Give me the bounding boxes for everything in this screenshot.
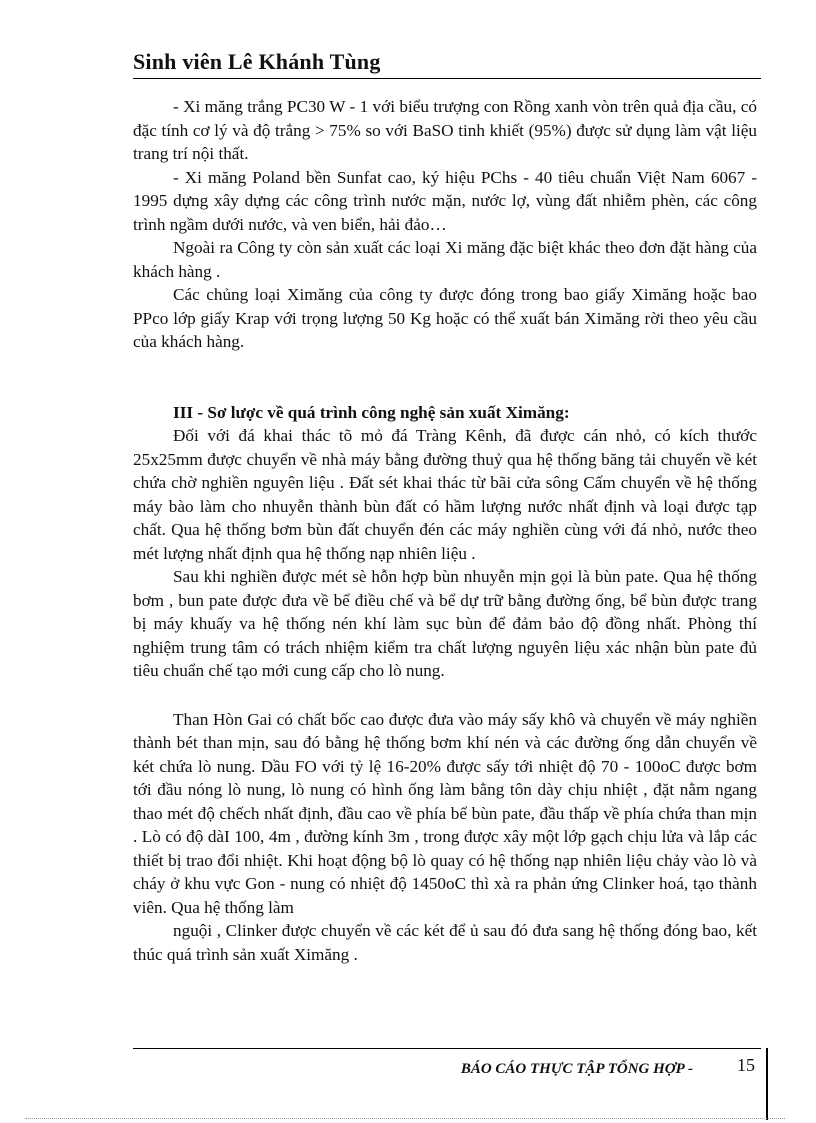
page-frame-right — [766, 1048, 768, 1120]
page-frame-bottom — [25, 1118, 785, 1119]
paragraph: Ngoài ra Công ty còn sản xuất các loại Xi măng đặc biệt khác theo đơn đặt hàng của khách hàng . — [133, 238, 757, 281]
paragraph: Than Hòn Gai có chất bốc cao được đưa vào máy sấy khô và chuyển về máy nghiền thành bét than mịn, sau đó bằng hệ thống bơm khí nén và các đường ống dẫn chuyển về két chứa lò nung. Dầu FO với tỷ lệ 16-20% được sấy tới nhiệt độ 70 - 100oC được bơm tới đầu nóng lò nung, lò nung có hình ống làm bằng tôn dày chịu nhiệt , đặt nằm ngang thao mét độ chếch nhất định, đầu cao về phía bể bùn pate, đầu thấp về phía chứa than mịn . Lò có độ dàI 100, 4m , đường kính 3m , trong được xây một lớp gạch chịu lửa và lắp các thiết bị trao đổi nhiệt. Khi hoạt động bộ lò quay có hệ thống nạp nhiên liệu chảy vào lò và cháy ở khu vực Gon - nung có nhiệt độ 1450oC thì xà ra phản ứng Clinker hoá, tạo thành viên. Qua hệ thống làm — [133, 709, 757, 917]
paragraph: Sau khi nghiền được mét sè hỗn hợp bùn nhuyễn mịn gọi là bùn pate. Qua hệ thống bơm , bun pate được đưa về bể điều chế và bể dự trữ bằng đường ống, bể bùn được trang bị máy khuấy va hệ thống nén khí làm sục bùn để đảm bảo độ đồng nhất. Phòng thí nghiệm trung tâm có trách nhiệm kiểm tra chất lượng nguyên liệu xác nhận bùn pate đủ tiêu chuẩn chế tạo mới cung cấp cho lò nung. — [133, 567, 757, 680]
spacer — [133, 354, 757, 401]
paragraph: Các chủng loại Ximăng của công ty được đóng trong bao giấy Ximăng hoặc bao PPco lớp giấy Krap với trọng lượng 50 Kg hoặc có thể xuất bán Ximăng rời theo yêu cầu của khách hàng. — [133, 285, 757, 351]
page-footer — [133, 1048, 761, 1083]
paragraph: nguội , Clinker được chuyển về các két để ủ sau đó đưa sang hệ thống đóng bao, kết thúc quá trình sản xuất Ximăng . — [133, 921, 757, 964]
page-header — [133, 48, 761, 79]
spacer — [133, 683, 757, 708]
paragraph: - Xi măng Poland bền Sunfat cao, ký hiệu PChs - 40 tiêu chuẩn Việt Nam 6067 - 1995 dựng xây dựng các công trình nước mặn, nước lợ, vùng đất nhiễm phèn, các công trình ngầm dưới nước, và ven biển, hải đảo… — [133, 167, 757, 234]
document-body — [133, 95, 757, 966]
paragraph: - Xi măng trắng PC30 W - 1 với biểu trượng con Rồng xanh vòn trên quả địa cầu, có đặc tính cơ lý và độ trắng > 75% so với BaSO tinh khiết (95%) được sử dụng làm vật liệu trang trí nội thất. — [133, 97, 757, 163]
paragraph: Đối với đá khai thác tõ mỏ đá Tràng Kênh, đã được cán nhỏ, có kích thước 25x25mm được chuyển về nhà máy bằng đường thuỷ qua hệ thống băng tải chuyển về két chứa chờ nghiền nguyên liệu . Đất sét khai thác từ bãi cửa sông Cấm chuyển về hệ thống máy bào làm cho nhuyễn thành bùn đất có hầm lượng nước nhất định và loại được tạp chất. Qua hệ thống bơm bùn đất chuyển đén các máy nghiền cùng với đá nhỏ, nước theo mét lượng nhất định qua hệ thống nạp nhiên liệu . — [133, 426, 757, 563]
footer-title: BÁO CÁO THỰC TẬP TỔNG HỢP - — [460, 1061, 693, 1077]
section-heading: III - Sơ lược về quá trình công nghệ sản xuất Ximăng: — [173, 402, 570, 422]
author-name: Sinh viên Lê Khánh Tùng — [133, 49, 381, 74]
page-number: 15 — [737, 1055, 755, 1075]
